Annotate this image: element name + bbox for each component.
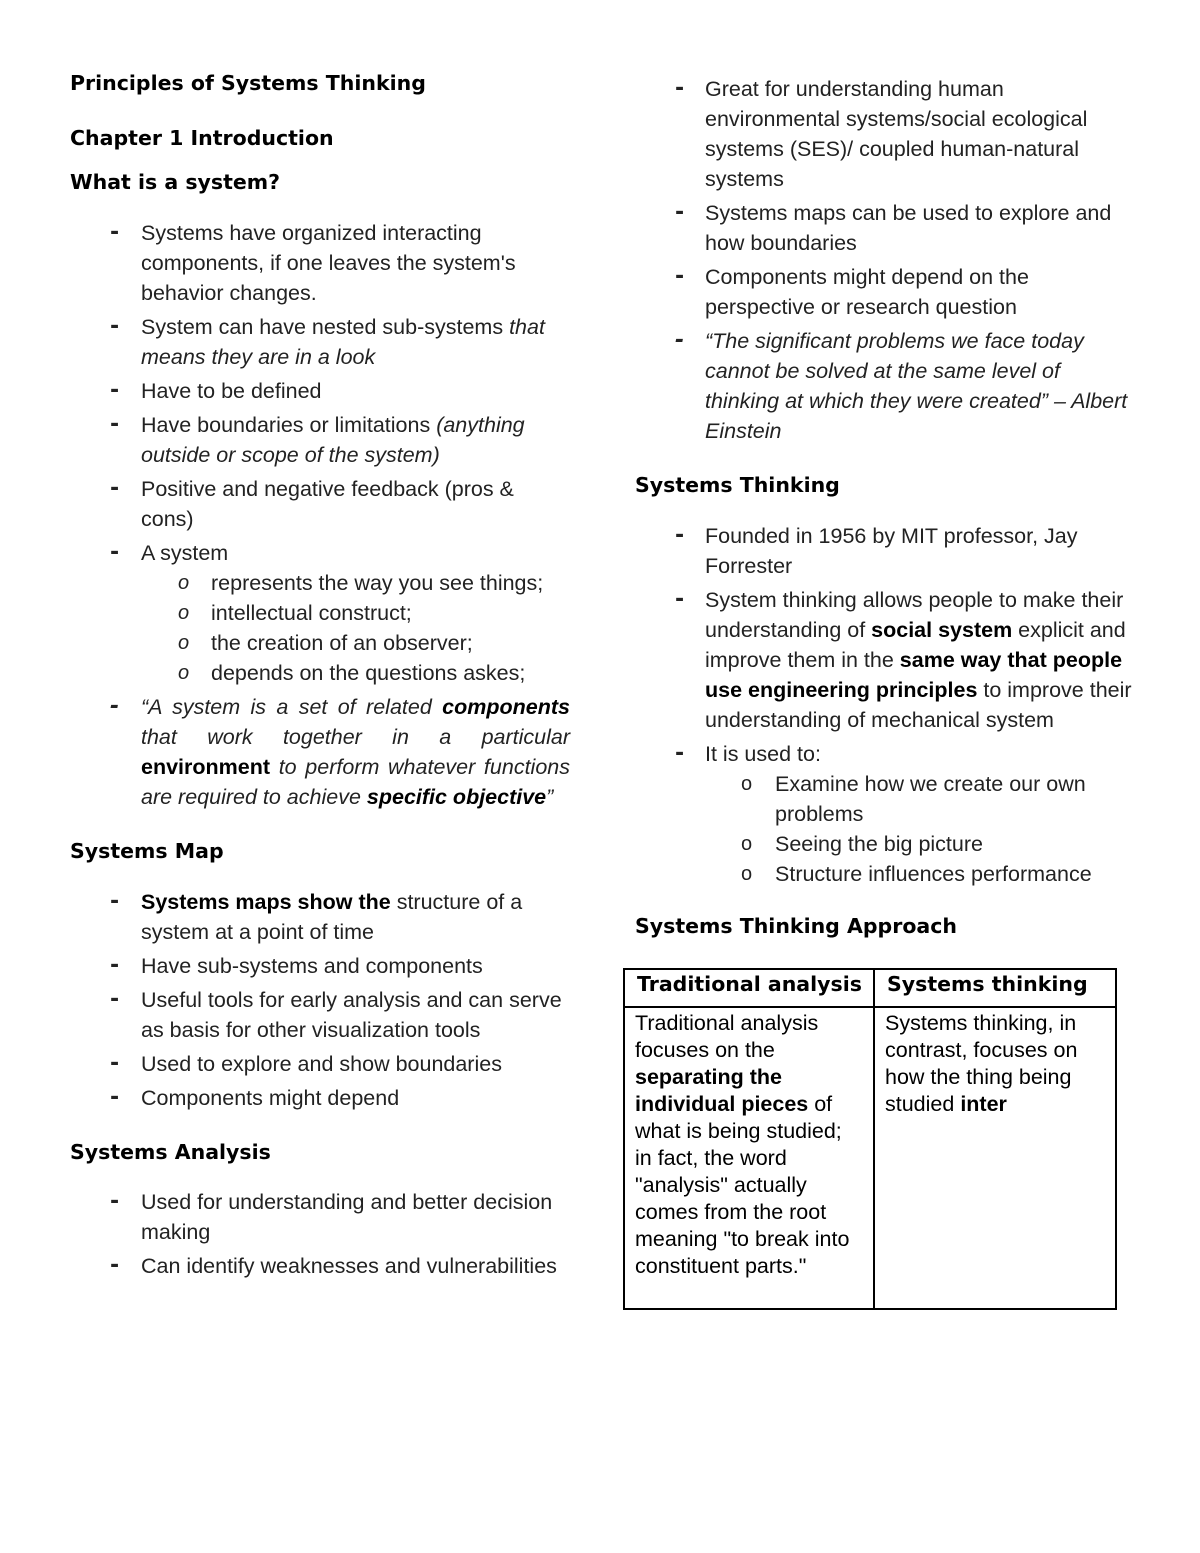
sub-list-item: o intellectual construct; xyxy=(141,598,570,628)
list-item: - Can identify weaknesses and vulnerabilities xyxy=(70,1251,570,1281)
list-item: - Systems maps can be used to explore and how boundaries xyxy=(635,198,1135,258)
list-item: - System can have nested sub-systems that means they are in a look xyxy=(70,312,570,372)
list-item: - A system o represents the way you see things; o intellectual construct; o the creation of an observer; o depends on the questions askes; xyxy=(70,538,570,688)
chapter-heading: Chapter 1 Introduction xyxy=(70,125,334,150)
systems-analysis-list xyxy=(70,1187,570,1281)
sub-list-item: o Examine how we create our own problems xyxy=(705,769,1135,829)
list-item: - Have boundaries or limitations (anything outside or scope of the system) xyxy=(70,410,570,470)
sub-list-item: o Seeing the big picture xyxy=(705,829,1135,859)
list-item: - It is used to: o Examine how we create our own problems o Seeing the big picture o Structure influences performance xyxy=(635,739,1135,889)
list-item: - Great for understanding human environmental systems/social ecological systems (SES)/ coupled human-natural systems xyxy=(635,74,1135,194)
list-item: - Founded in 1956 by MIT professor, Jay Forrester xyxy=(635,521,1135,581)
list-item: - Components might depend on the perspective or research question xyxy=(635,262,1135,322)
a-system-sublist xyxy=(141,568,570,688)
systems-thinking-list xyxy=(635,521,1135,889)
systems-map-list xyxy=(70,887,570,1113)
list-item: - Used to explore and show boundaries xyxy=(70,1049,570,1079)
sub-list-item: o the creation of an observer; xyxy=(141,628,570,658)
comparison-table xyxy=(623,968,1117,1310)
table-header-row xyxy=(624,969,1116,1007)
systems-map-continued-list xyxy=(635,74,1135,446)
list-item: - Systems maps show the structure of a system at a point of time xyxy=(70,887,570,947)
list-item: - Used for understanding and better decision making xyxy=(70,1187,570,1247)
systems-thinking-heading: Systems Thinking xyxy=(635,473,840,497)
sub-list-item: o depends on the questions askes; xyxy=(141,658,570,688)
einstein-quote: - “The significant problems we face today cannot be solved at the same level of thinking at which they were created” – Albert Einstein xyxy=(635,326,1135,446)
sub-list-item: o Structure influences performance xyxy=(705,859,1135,889)
list-item: - Systems have organized interacting components, if one leaves the system's behavior changes. xyxy=(70,218,570,308)
list-item: - Positive and negative feedback (pros & cons) xyxy=(70,474,570,534)
list-item: - System thinking allows people to make their understanding of social system explicit and improve them in the same way that people use engineering principles to improve their understanding of mechanical system xyxy=(635,585,1135,735)
list-item: - Components might depend xyxy=(70,1083,570,1113)
traditional-analysis-cell: Traditional analysis focuses on the separating the individual pieces of what is being studied; in fact, the word "analysis" actually comes from the root meaning "to break into constituent parts." xyxy=(624,1007,874,1309)
what-is-system-list xyxy=(70,218,570,812)
list-item: - Have sub-systems and components xyxy=(70,951,570,981)
list-item: - Useful tools for early analysis and can serve as basis for other visualization tools xyxy=(70,985,570,1045)
what-is-system-heading: What is a system? xyxy=(70,170,281,195)
list-item: - Have to be defined xyxy=(70,376,570,406)
systems-thinking-cell: Systems thinking, in contrast, focuses on how the thing being studied inter xyxy=(874,1007,1116,1309)
used-to-sublist xyxy=(705,769,1135,889)
left-column xyxy=(70,70,570,1285)
traditional-analysis-header: Traditional analysis xyxy=(624,969,874,1007)
right-column xyxy=(635,70,1135,939)
system-definition-quote: - “A system is a set of related components that work together in a particular environment to perform whatever functions are required to achieve specific objective” xyxy=(70,692,570,812)
systems-map-heading: Systems Map xyxy=(70,838,224,863)
table-row xyxy=(624,1007,1116,1309)
sub-list-item: o represents the way you see things; xyxy=(141,568,570,598)
systems-thinking-approach-heading: Systems Thinking Approach xyxy=(635,913,957,938)
systems-analysis-heading: Systems Analysis xyxy=(70,1139,271,1164)
systems-thinking-header: Systems thinking xyxy=(874,969,1116,1007)
document-title: Principles of Systems Thinking xyxy=(70,71,426,95)
